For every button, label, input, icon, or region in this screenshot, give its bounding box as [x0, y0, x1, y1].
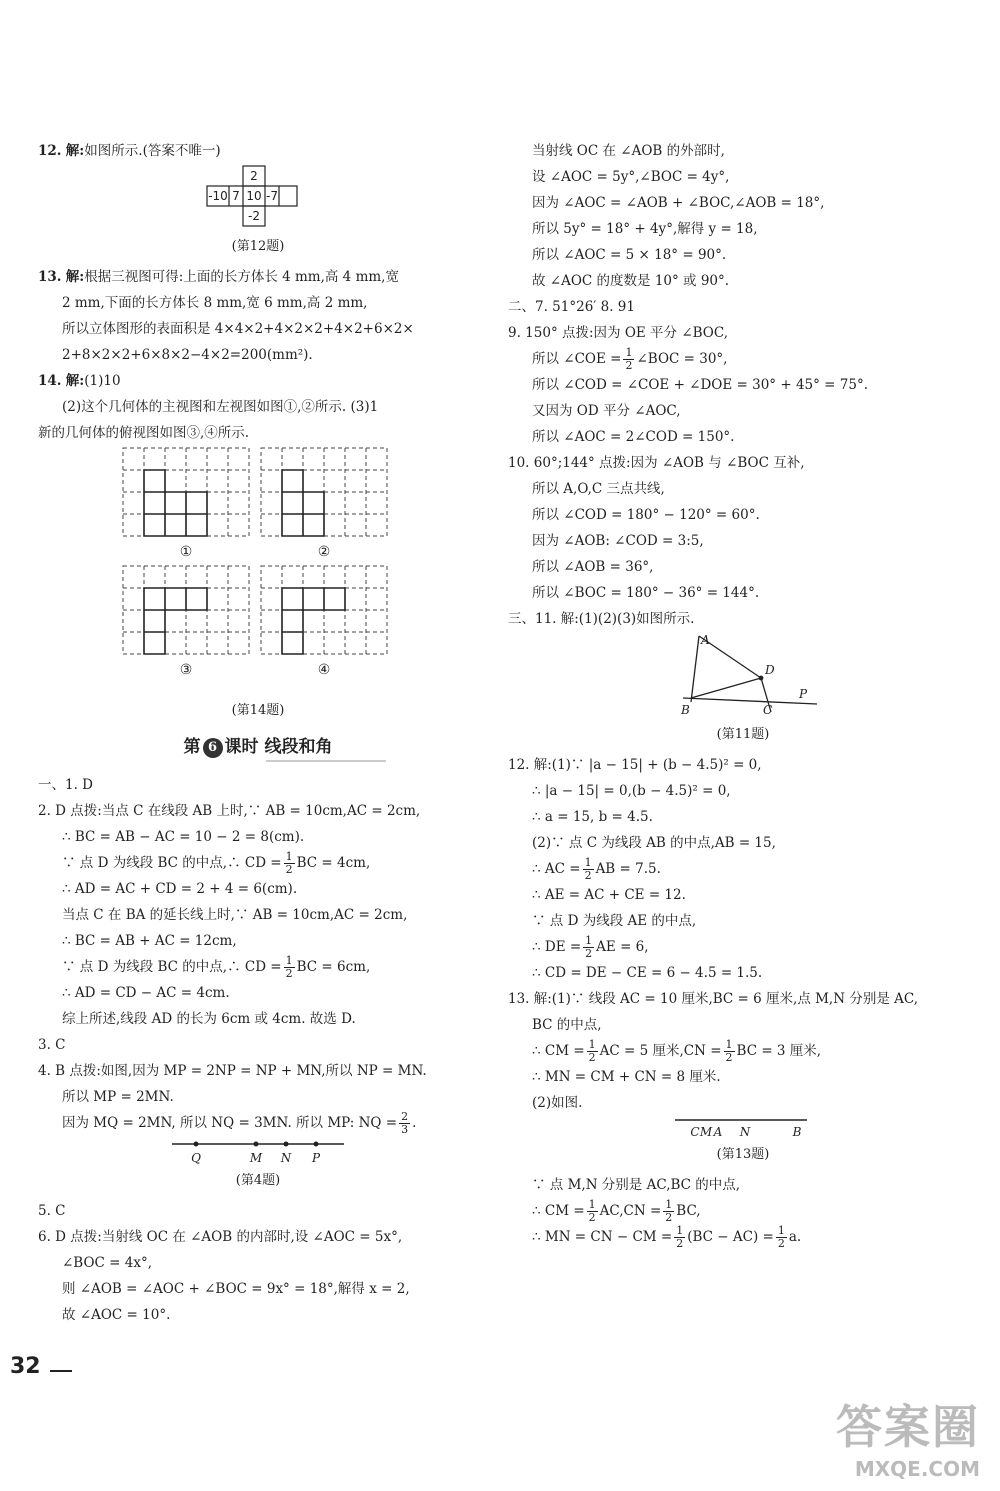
answer-6-line1: 6. D 点拨:当射线 OC 在 ∠AOB 的内部时,设 ∠AOC = 5x°, — [38, 1229, 403, 1245]
q12-cell-right: -7 — [266, 189, 278, 203]
answer-10-line3: 所以 ∠COD = 180° − 120° = 60°. — [532, 507, 760, 523]
answer-9-line3: 所以 ∠COD = ∠COE + ∠DOE = 30° + 45° = 75°. — [532, 377, 868, 393]
right-line4: 所以 5y° = 18° + 4y°,解得 y = 18, — [532, 221, 758, 237]
q13-line4: 2+8×2×2+6×8×2−4×2=200(mm²). — [62, 347, 313, 363]
answer-9-line2: 所以 ∠COE = $\frac{1}{2}$ ∠BOC = 30°, — [532, 346, 728, 372]
watermark-logo — [836, 1391, 980, 1481]
q12-cell-center: 10 — [246, 189, 262, 203]
watermark-url: MXQE.COM — [854, 1457, 980, 1481]
answer-10-line5: 所以 ∠AOB = 36°, — [532, 559, 654, 575]
answer-2-line1: 2. D 点拨:当点 C 在线段 AB 上时,∵ AB = 10cm,AC = 2cm, — [38, 803, 421, 819]
q13-line2: 2 mm,下面的长方体长 8 mm,宽 6 mm,高 2 mm, — [62, 295, 368, 311]
q13-point-c: C — [690, 1125, 700, 1139]
answer-13-line8: ∴ MN = CN − CM = $\frac{1}{2}$ (BC − AC) = $\frac{1}{2}$ a. — [532, 1224, 802, 1250]
answer-2-line9: 综上所述,线段 AD 的长为 6cm 或 4cm. 故选 D. — [62, 1011, 356, 1027]
answer-6-line3: 则 ∠AOB = ∠AOC + ∠BOC = 9x° = 18°,解得 x = 2, — [62, 1281, 410, 1297]
answer-13-line7: ∴ CM = $\frac{1}{2}$ AC,CN = $\frac{1}{2}$ BC, — [532, 1198, 701, 1224]
answer-2-line3: ∵ 点 D 为线段 BC 的中点,∴ CD = $\frac{1}{2}$ BC = 4cm, — [62, 850, 371, 876]
right-line6: 故 ∠AOC 的度数是 10° 或 90°. — [532, 273, 730, 289]
answer-13-line1: 13. 解:(1)∵ 线段 AC = 10 厘米,BC = 6 厘米,点 M,N 分别是 AC, — [508, 991, 919, 1007]
q12-line: 12. 解:如图所示.(答案不唯一) — [38, 143, 221, 159]
answer-13-line2: BC 的中点, — [532, 1017, 602, 1033]
answer-4-line1: 4. B 点拨:如图,因为 MP = 2NP = NP + MN,所以 NP = MN. — [38, 1063, 427, 1079]
right-line3: 因为 ∠AOC = ∠AOB + ∠BOC,∠AOB = 18°, — [532, 195, 825, 211]
q11-point-c: C — [763, 703, 773, 717]
answer-12-line8: ∴ DE = $\frac{1}{2}$ AE = 6, — [532, 934, 649, 960]
q14-line1: 14. 解:(1)10 — [38, 373, 121, 389]
answer-10-line1: 10. 60°;144° 点拨:因为 ∠AOB 与 ∠BOC 互补, — [508, 455, 805, 471]
answer-12-line9: ∴ CD = DE − CE = 6 − 4.5 = 1.5. — [532, 965, 763, 981]
q11-point-b: B — [681, 703, 690, 717]
q11-figure — [663, 632, 823, 720]
q12-cell-bottom: -2 — [248, 209, 260, 223]
answer-10-line6: 所以 ∠BOC = 180° − 36° = 144°. — [532, 585, 760, 601]
right-line5: 所以 ∠AOC = 5 × 18° = 90°. — [532, 247, 727, 263]
answer-12-line2: ∴ |a − 15| = 0,(b − 4.5)² = 0, — [532, 783, 731, 799]
answer-12-line6: ∴ AE = AC + CE = 12. — [532, 887, 686, 903]
answer-9-line5: 所以 ∠AOC = 2∠COD = 150°. — [532, 429, 735, 445]
page-number-dash — [50, 1370, 72, 1372]
answer-13-line6: ∵ 点 M,N 分别是 AC,BC 的中点, — [532, 1177, 741, 1193]
answer-4-line3: 因为 MQ = 2MN, 所以 NQ = 3MN. 所以 MP: NQ = $\frac{2}{3}$ . — [62, 1110, 417, 1136]
q12-caption: (第12题) — [231, 239, 285, 254]
q11-point-d: D — [765, 663, 775, 677]
answer-2-line6: ∴ BC = AB + AC = 12cm, — [62, 933, 237, 949]
answer-2-line7: ∵ 点 D 为线段 BC 的中点,∴ CD = $\frac{1}{2}$ BC = 6cm, — [62, 954, 371, 980]
right-column — [508, 138, 978, 1250]
q12-cell-left: -10 — [208, 189, 228, 203]
answer-2-line4: ∴ AD = AC + CD = 2 + 4 = 6(cm). — [62, 881, 298, 897]
answer-13-line3: ∴ CM = $\frac{1}{2}$ AC = 5 厘米,CN = $\frac{1}{2}$ BC = 3 厘米, — [532, 1038, 822, 1064]
answer-12-line3: ∴ a = 15, b = 4.5. — [532, 809, 653, 825]
answer-12-line5: ∴ AC = $\frac{1}{2}$ AB = 7.5. — [532, 856, 661, 882]
q13-point-a: A — [713, 1125, 723, 1139]
answer-2-line5: 当点 C 在 BA 的延长线上时,∵ AB = 10cm,AC = 2cm, — [62, 907, 408, 923]
answer-6-line4: 故 ∠AOC = 10°. — [62, 1307, 171, 1323]
q13-line-figure — [673, 1116, 813, 1140]
watermark-text: 答案圈 — [836, 1400, 980, 1454]
q4-caption: (第4题) — [235, 1173, 281, 1188]
q11-caption: (第11题) — [716, 727, 770, 742]
q14-line3: 新的几何体的俯视图如图③,④所示. — [38, 425, 250, 441]
answer-10-line4: 因为 ∠AOB: ∠COD = 3:5, — [532, 533, 704, 549]
right-line1: 当射线 OC 在 ∠AOB 的外部时, — [532, 143, 725, 159]
answer-12-line1: 12. 解:(1)∵ |a − 15| + (b − 4.5)² = 0, — [508, 757, 762, 773]
answer-1: 一、1. D — [38, 777, 93, 793]
lesson-title: 第 6 课时 线段和角 — [38, 734, 478, 760]
q11-point-p: P — [799, 687, 808, 701]
answer-9-line1: 9. 150° 点拨:因为 OE 平分 ∠BOC, — [508, 325, 729, 341]
q4-line-figure — [168, 1136, 348, 1166]
answer-4-line2: 所以 MP = 2MN. — [62, 1089, 174, 1105]
q12-cross-figure — [203, 164, 313, 232]
q4-point-m: M — [249, 1151, 263, 1165]
q12-cell-top: 2 — [250, 169, 258, 183]
answer-3: 3. C — [38, 1037, 66, 1053]
q14-label-2: ② — [317, 544, 331, 560]
q13-point-m: M — [699, 1125, 713, 1139]
page-number: 32 — [10, 1354, 41, 1379]
answer-2-line2: ∴ BC = AB − AC = 10 − 2 = 8(cm). — [62, 829, 305, 845]
q14-caption: (第14题) — [231, 703, 285, 718]
q14-label-4: ④ — [317, 662, 331, 678]
lesson-number-badge: 6 — [203, 738, 223, 758]
answer-2-line8: ∴ AD = CD − AC = 4cm. — [62, 985, 230, 1001]
q11-point-a: A — [701, 633, 710, 647]
q4-point-n: N — [280, 1151, 292, 1165]
right-line2: 设 ∠AOC = 5y°,∠BOC = 4y°, — [532, 169, 730, 185]
q12-cell-midleft: 7 — [232, 189, 240, 203]
q13-point-n: N — [739, 1125, 751, 1139]
answer-10-line2: 所以 A,O,C 三点共线, — [532, 481, 665, 497]
q14-line2: (2)这个几何体的主视图和左视图如图①,②所示. (3)1 — [62, 399, 379, 415]
answer-13-line4: ∴ MN = CM + CN = 8 厘米. — [532, 1069, 721, 1085]
answer-6-line2: ∠BOC = 4x°, — [62, 1255, 153, 1271]
q13-line3: 所以立体图形的表面积是 4×4×2+4×2×2+4×2+6×2× — [62, 321, 414, 337]
left-column — [38, 138, 478, 1328]
answer-11-line1: 三、11. 解:(1)(2)(3)如图所示. — [508, 611, 695, 627]
q4-point-q: Q — [191, 1151, 201, 1165]
answer-5: 5. C — [38, 1203, 66, 1219]
q14-label-3: ③ — [179, 662, 193, 678]
q4-point-p: P — [311, 1151, 321, 1165]
answer-12-line4: (2)∵ 点 C 为线段 AB 的中点,AB = 15, — [532, 835, 776, 851]
q13-caption: (第13题) — [716, 1147, 770, 1162]
q14-label-1: ① — [179, 544, 193, 560]
answer-12-line7: ∵ 点 D 为线段 AE 的中点, — [532, 913, 697, 929]
q14-grid-figures — [113, 446, 403, 696]
answer-9-line4: 又因为 OD 平分 ∠AOC, — [532, 403, 681, 419]
answers-7-8: 二、7. 51°26′ 8. 91 — [508, 299, 635, 315]
q13-line1: 13. 解:根据三视图可得:上面的长方体长 4 mm,高 4 mm,宽 — [38, 269, 399, 285]
q13-point-b: B — [792, 1125, 802, 1139]
answer-13-line5: (2)如图. — [532, 1095, 583, 1111]
